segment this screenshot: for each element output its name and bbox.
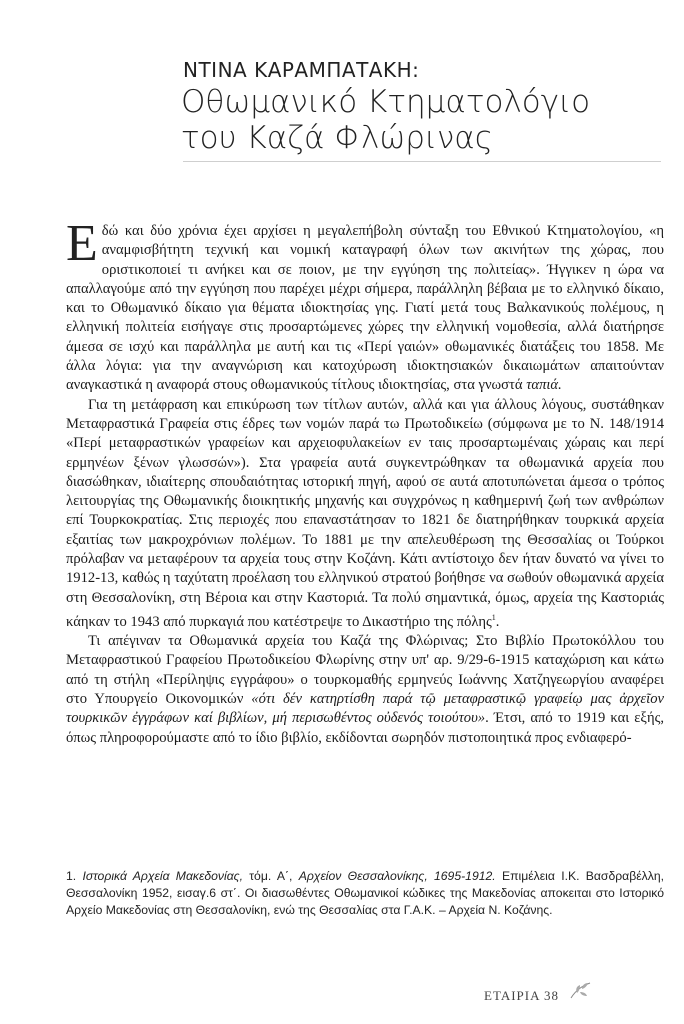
paragraph-3-quote: «ότι δέν κατηρτίσθη παρά τῷ μεταφραστικῷ γραφείῳ μας ἀρχεῖον τουρκικῶν ἐγγράφων καί βιβλίων, μή περισωθέντος οὐδενός τοιούτου» [66, 690, 664, 727]
paragraph-1 [66, 215, 664, 396]
paragraph-3-end: . Έτσι, από το 1919 και εξής, όπως πληροφορούμαστε από το ίδιο βιβλίο, εκδίδονται σωρηδόν πιστοποιητικά προς ενδιαφερό- [66, 710, 665, 746]
paragraph-1-text: δώ και δύο χρόνια έχει αρχίσει η μεγαλεπήβολη σύνταξη του Εθνικού Κτηματολογίου, «η αναμφισβήτητη τεχνική και νομική καταγραφή όλων των ακινήτων της χώρας, που οριστικοποιεί τι ανήκει και σε ποιον, με την εγγύηση της πολιτείας». Ήγγικεν η ώρα να απαλλαγούμε από την εγγύηση που παρέχει μέχρι σήμερα, παράλληλη βέβαια με το ελληνικό δίκαιο, και το Οθωμανικό δίκαιο για θέματα ιδιοκτησίας γης. Γιατί μετά τους Βαλκανικούς πολέμους, η ελληνική πολιτεία εισήγαγε στις προσαρτώμενες χώρες την ελληνική νομοθεσία, αλλά διατήρησε άμεσα σε ισχύ και παράλληλα με αυτή και τις «Περί γαιών» οθωμανικές διατάξεις του 1858. Με άλλα λόγια: για την αναγνώριση και κατοχύρωση ιδιοκτησιακών δικαιωμάτων απαιτούνταν αναγκαστικά η αναφορά στους οθωμανικούς τίτλους ιδιοκτησίας, στα γνωστά [66, 223, 664, 394]
paragraph-2: Για τη μετάφραση και επικύρωση των τίτλων αυτών, αλλά και για άλλους λόγους, συστάθηκαν Μεταφραστικά Γραφεία στις έδρες των νομών παρά τω Πρωτοδικείω (σύμφωνα με το Ν. 148/1914 «Περί μεταφραστικών γραφείων και αρχειοφυλακείων εν ταις προσαρτωμέναις χώραις και περί ερμηνέων ξένων γλωσσών»). Στα γραφεία αυτά συγκεντρώθηκαν τα οθωμανικά αρχεία που διασώθηκαν, ιδιαίτερης σπουδαιότητας ιστορική πηγή, αφού σε αυτά αποτυπώνεται άμεσα ο τρόπος λειτουργίας της Οθωμανικής διοικητικής μηχανής και συγχρόνως η καθημερινή ζωή των ανθρώπων επί Τουρκοκρατίας. Στις περιοχές που επαναστάτησαν το 1821 δε διατηρήθηκαν τουρκικά αρχεία εξαιτίας των μακροχρόνιων πολέμων. Το 1881 με την απελευθέρωση της Θεσσαλίας οι Τούρκοι πρόλαβαν να μεταφέρουν τα αρχεία τους στην Κοζάνη. Κάτι αντίστοιχο δεν ήταν δυνατό να γίνει το 1912-13, καθώς η ταχύτατη προέλαση του ελληνικού στρατού βοήθησε να σωθούν οθωμανικά αρχεία στη Θεσσαλονίκη, στη Βέροια και στην Καστοριά. Τα πολύ σημαντικά, όμως, αρχεία της Καστοριάς κάηκαν το 1943 από πυρκαγιά που κατέστρεψε το Δικαστήριο της πόλης$^1$. [66, 396, 664, 630]
footnote-number: 1. [66, 869, 83, 883]
title-line-1: Οθωμανικό Κτηματολόγιο [181, 84, 591, 120]
drop-cap: Ε [66, 215, 98, 272]
footnote-text-2: Επιμέλεια Ι.Κ. Βασδραβέλλη, Θεσσαλονίκη 1952, εισαγ.6 στ΄. Οι διασωθέντες Οθωμανικοί κώδικες της Μακεδονίας αποκειται στο Ιστορικό Αρχείο Μακεδονίας στη Θεσσαλονίκη, ενώ της Θεσσαλίας στα Γ.Α.Κ. – Αρχεία Ν. Κοζάνης. [66, 869, 665, 917]
title-divider [183, 161, 661, 162]
footnote-ref[interactable]: 1 [491, 612, 496, 622]
paragraph-1-italic: ταπιά. [526, 377, 562, 394]
leaf-ornament-icon [568, 980, 594, 1002]
footnote-italic-2: Αρχείον Θεσσαλονίκης, 1695-1912. [298, 869, 496, 883]
footnote [66, 868, 664, 919]
author-name: ΝΤΙΝΑ ΚΑΡΑΜΠΑΤΑΚΗ: [183, 58, 420, 82]
running-footer: ΕΤΑΙΡΙΑ 38 [484, 988, 560, 1003]
paragraph-3-text: Τι απέγιναν τα Οθωμανικά αρχεία του Καζά της Φλώρινας; Στο Βιβλίο Πρωτοκόλλου του Μεταφραστικού Γραφείου Πρωτοδικείου Φλωρίνης στην υπ' αρ. 9/29-6-1915 καταχώριση και κάτω από τη στήλη «Περίληψις εγγράφου» ο τουρκομαθής ερμηνεύς Ιωάννης Χατζηγεωργίου αναφέρει στο Υπουργείο Οικονομικών [66, 633, 664, 707]
title-line-2: του Καζά Φλώρινας [181, 120, 493, 156]
paragraph-2-text: Για τη μετάφραση και επικύρωση των τίτλων αυτών, αλλά και για άλλους λόγους, συστάθηκαν Μεταφραστικά Γραφεία στις έδρες των νομών παρά τω Πρωτοδικείω (σύμφωνα με το Ν. 148/1914 «Περί μεταφραστικών γραφείων και αρχειοφυλακείων εν ταις προσαρτωμέναις χώραις και περί ερμηνέων ξένων γλωσσών»). Στα γραφεία αυτά συγκεντρώθηκαν τα οθωμανικά αρχεία που διασώθηκαν, ιδιαίτερης σπουδαιότητας ιστορική πηγή, αφού σε αυτά αποτυπώνεται άμεσα ο τρόπος λειτουργίας της Οθωμανικής διοικητικής μηχανής και συγχρόνως η καθημερινή ζωή των ανθρώπων επί Τουρκοκρατίας. Στις περιοχές που επαναστάτησαν το 1821 δε διατηρήθηκαν τουρκικά αρχεία εξαιτίας των μακροχρόνιων πολέμων. Το 1881 με την απελευθέρωση της Θεσσαλίας οι Τούρκοι πρόλαβαν να μεταφέρουν τα αρχεία τους στην Κοζάνη. Κάτι αντίστοιχο δεν ήταν δυνατό να γίνει το 1912-13, καθώς η ταχύτατη προέλαση του ελληνικού στρατού βοήθησε να σωθούν οθωμανικά αρχεία στη Θεσσαλονίκη, στη Βέροια και στην Καστοριά. Τα πολύ σημαντικά, όμως, αρχεία της Καστοριάς κάηκαν το 1943 από πυρκαγιά που κατέστρεψε το Δικαστήριο της πόλης [66, 396, 664, 630]
article-title [181, 84, 661, 156]
article-body [66, 215, 665, 748]
footnote-italic-1: Ιστορικά Αρχεία Μακεδονίας, [82, 869, 243, 883]
footnote-text-1: τόμ. Α΄, [242, 869, 299, 883]
paragraph-3 [66, 632, 664, 748]
